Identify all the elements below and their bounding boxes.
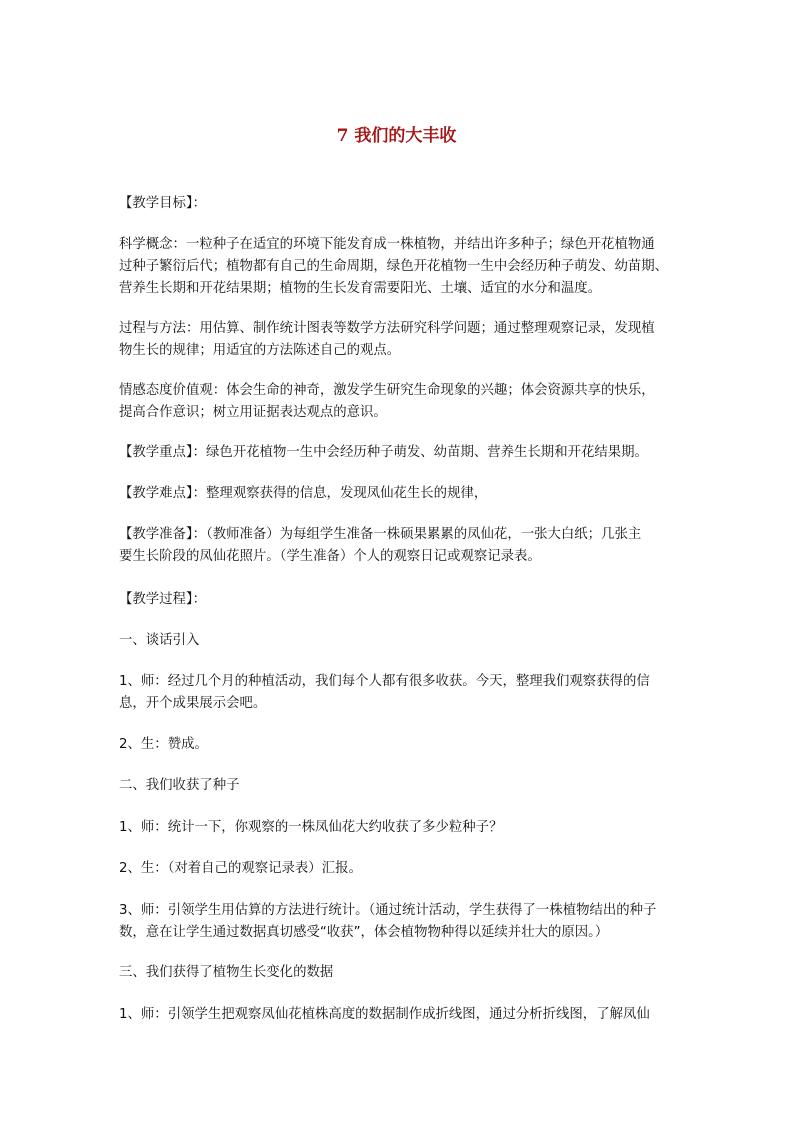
- section-3-item-1: [119, 1004, 681, 1026]
- objectives-heading: [119, 193, 681, 215]
- paragraph-line: 过种子繁衍后代；植物都有自己的生命周期，绿色开花植物一生中会经历种子萌发、幼苗期、: [119, 259, 669, 274]
- section-2-item-1: [119, 817, 681, 839]
- paragraph-line: 营养生长期和开花结果期；植物的生长发育需要阳光、土壤、适宜的水分和温度。: [119, 281, 602, 296]
- paragraph-line: 【教学难点】：整理观察获得的信息，发现凤仙花生长的规律，: [119, 486, 488, 501]
- paragraph-line: 1、师：统计一下，你观察的一株凤仙花大约收获了多少粒种子？: [119, 820, 503, 835]
- paragraph-line: 息，开个成果展示会吧。: [119, 696, 267, 711]
- paragraph-line: 一、谈话引入: [119, 633, 200, 648]
- paragraph-line: 物生长的规律；用适宜的方法陈述自己的观点。: [119, 343, 401, 358]
- section-1-item-1: [119, 671, 681, 715]
- paragraph-line: 【教学重点】：绿色开花植物一生中会经历种子萌发、幼苗期、营养生长期和开花结果期。: [119, 445, 648, 460]
- preparation-paragraph: [119, 524, 681, 568]
- section-heading-3: [119, 962, 681, 984]
- process-method-paragraph: [119, 318, 681, 362]
- process-heading: [119, 589, 681, 611]
- paragraph-line: 2、生：（对着自己的观察记录表）汇报。: [119, 861, 362, 876]
- section-2-item-2: [119, 858, 681, 880]
- section-heading-1: [119, 630, 681, 652]
- paragraph-line: 1、师：经过几个月的种植活动，我们每个人都有很多收获。今天，整理我们观察获得的信: [119, 674, 650, 689]
- paragraph-line: 要生长阶段的凤仙花照片。（学生准备）个人的观察日记或观察记录表。: [119, 549, 541, 564]
- key-points-paragraph: [119, 442, 681, 464]
- paragraph-line: 3、师：引领学生用估算的方法进行统计。（通过统计活动，学生获得了一株植物结出的种子: [119, 903, 657, 918]
- science-concept-paragraph: [119, 234, 681, 300]
- document-title: 7 我们的大丰收: [336, 126, 457, 146]
- attitude-values-paragraph: [119, 380, 681, 424]
- paragraph-line: 【教学过程】：: [119, 592, 207, 607]
- section-heading-2: [119, 775, 681, 797]
- paragraph-line: 二、我们收获了种子: [119, 778, 240, 793]
- paragraph-line: 情感态度价值观：体会生命的神奇，激发学生研究生命现象的兴趣；体会资源共享的快乐，: [119, 383, 655, 398]
- paragraph-line: 2、生：赞成。: [119, 737, 208, 752]
- paragraph-line: 提高合作意识；树立用证据表达观点的意识。: [119, 405, 387, 420]
- paragraph-line: 1、师：引领学生把观察凤仙花植株高度的数据制作成折线图，通过分析折线图，了解凤仙: [119, 1007, 650, 1022]
- paragraph-line: 科学概念：一粒种子在适宜的环境下能发育成一株植物，并结出许多种子；绿色开花植物通: [119, 237, 655, 252]
- paragraph-line: 【教学准备】：（教师准备）为每组学生准备一株硕果累累的凤仙花，一张大白纸；几张主: [119, 527, 642, 542]
- paragraph-line: 【教学目标】：: [119, 196, 207, 211]
- paragraph-line: 数，意在让学生通过数据真切感受“收获”，体会植物物种得以延续并壮大的原因。）: [119, 925, 609, 940]
- paragraph-line: 三、我们获得了植物生长变化的数据: [119, 965, 334, 980]
- section-2-item-3: [119, 900, 681, 944]
- paragraph-line: 过程与方法：用估算、制作统计图表等数学方法研究科学问题；通过整理观察记录，发现植: [119, 321, 655, 336]
- difficulties-paragraph: [119, 483, 681, 505]
- section-1-item-2: [119, 734, 681, 756]
